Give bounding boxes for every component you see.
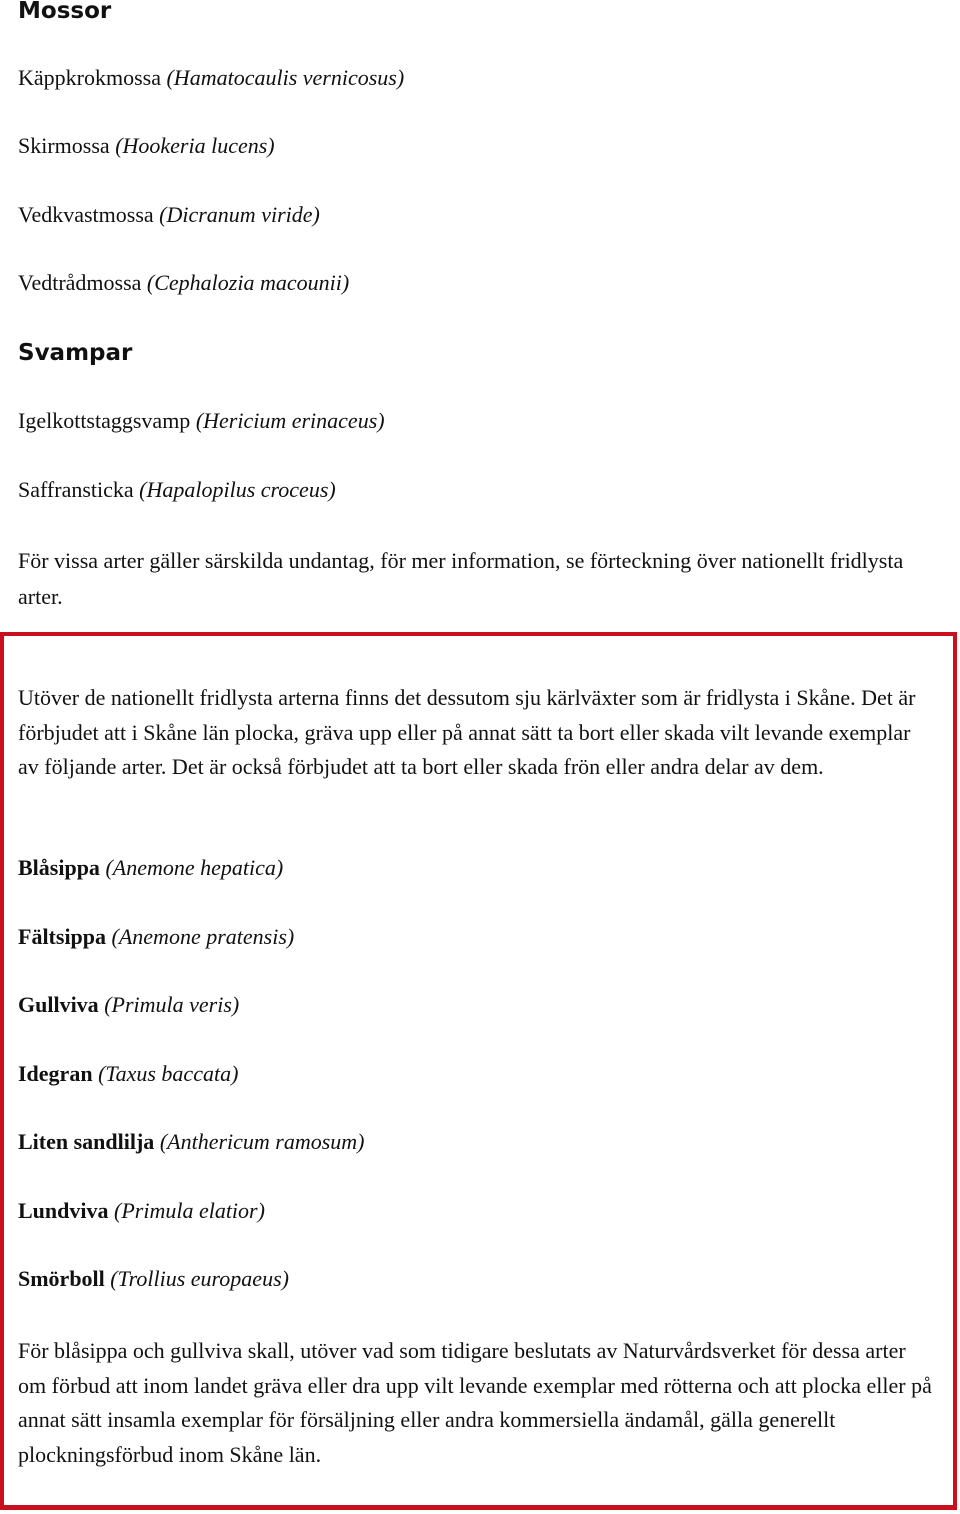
species-common-name: Skirmossa: [18, 133, 110, 158]
species-item: [18, 408, 385, 434]
species-common-name: Gullviva: [18, 992, 99, 1017]
species-item: [18, 477, 336, 503]
regional-species-item: [18, 1129, 365, 1155]
regional-species-item: [18, 992, 239, 1018]
regional-species-item: [18, 1061, 238, 1087]
species-item: [18, 65, 404, 91]
species-latin-name: (Anemone pratensis): [111, 924, 295, 949]
species-item: [18, 270, 349, 296]
species-common-name: Idegran: [18, 1061, 93, 1086]
species-common-name: Igelkottstaggsvamp: [18, 408, 191, 433]
species-item: [18, 133, 275, 159]
exceptions-note: För vissa arter gäller särskilda undantag, för mer information, se förteckning över nationellt fridlysta arter.: [18, 548, 904, 609]
species-common-name: Lundviva: [18, 1198, 109, 1223]
species-latin-name: (Hamatocaulis vernicosus): [166, 65, 405, 90]
species-common-name: Saffransticka: [18, 477, 134, 502]
species-common-name: Vedkvastmossa: [18, 202, 154, 227]
regional-species-item: [18, 1198, 265, 1224]
species-common-name: Blåsippa: [18, 855, 100, 880]
regional-intro-text: Utöver de nationellt fridlysta arterna finns det dessutom sju kärlväxter som är fridlysta i Skåne. Det är förbjudet att i Skåne län plocka, gräva upp eller på annat sätt ta bort eller skada vilt levande exemplar av följande arter. Det är också förbjudet att ta bort eller skada frön eller andra delar av dem.: [18, 685, 916, 779]
species-latin-name: (Taxus baccata): [98, 1061, 239, 1086]
heading-svampar: Svampar: [18, 340, 133, 366]
species-latin-name: (Primula elatior): [114, 1198, 265, 1223]
species-common-name: Liten sandlilja: [18, 1129, 155, 1154]
species-latin-name: (Dicranum viride): [159, 202, 320, 227]
regional-species-item: [18, 855, 283, 881]
species-common-name: Käppkrokmossa: [18, 65, 161, 90]
species-latin-name: (Anemone hepatica): [105, 855, 284, 880]
species-item: [18, 202, 320, 228]
species-latin-name: (Hericium erinaceus): [195, 408, 385, 433]
species-latin-name: (Trollius europaeus): [110, 1266, 289, 1291]
species-latin-name: (Hookeria lucens): [115, 133, 275, 158]
species-common-name: Smörboll: [18, 1266, 105, 1291]
regional-species-item: [18, 924, 294, 950]
heading-mossor: Mossor: [18, 0, 112, 24]
species-common-name: Fältsippa: [18, 924, 107, 949]
species-latin-name: (Primula veris): [104, 992, 240, 1017]
species-latin-name: (Anthericum ramosum): [159, 1129, 365, 1154]
species-latin-name: (Hapalopilus croceus): [139, 477, 336, 502]
species-latin-name: (Cephalozia macounii): [146, 270, 350, 295]
species-common-name: Vedtrådmossa: [18, 270, 142, 295]
regional-species-item: [18, 1266, 289, 1292]
regional-closing-text: För blåsippa och gullviva skall, utöver vad som tidigare beslutats av Naturvårdsverket för dessa arter om förbud att inom landet gräva eller dra upp vilt levande exemplar med rötterna och att plocka eller på annat sätt insamla exemplar för försäljning eller andra kommersiella ändamål, gälla generellt plockningsförbud inom Skåne län.: [18, 1338, 932, 1467]
